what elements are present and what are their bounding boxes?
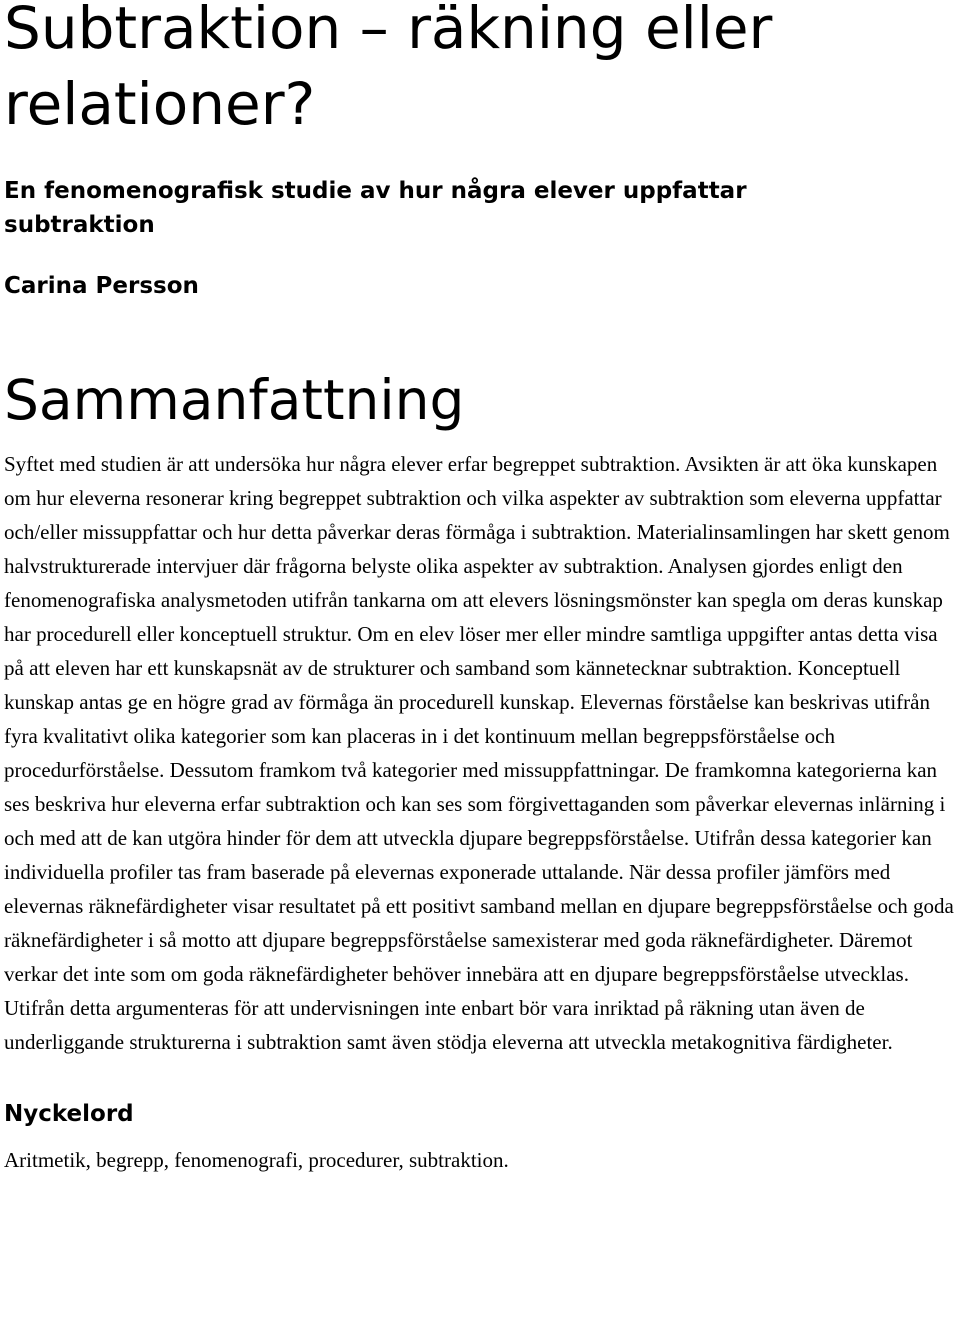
document-title: Subtraktion – räkning eller relationer? [4, 0, 773, 138]
keywords-heading: Nyckelord [4, 1101, 134, 1127]
abstract-heading: Sammanfattning [4, 368, 465, 432]
abstract-paragraph: Syftet med studien är att undersöka hur några elever erfar begreppet subtraktion. Avsikten är att öka kunskapen om hur eleverna resonerar kring begreppet subtraktion och vilka aspekter av subtraktion som eleverna uppfattar och/eller missuppfattar och hur detta påverkar deras förmåga i subtraktion. Materialinsamlingen har skett genom halvstrukturerade intervjuer där frågorna belyste olika aspekter av subtraktion. Analysen gjordes enligt den fenomenografiska analysmetoden utifrån tankarna om att elevers lösningsmönster kan spegla om deras kunskap har procedurell eller konceptuell struktur. Om en elev löser mer eller mindre samtliga uppgifter antas detta visa på att eleven har ett kunskapsnät av de strukturer och samband som kännetecknar subtraktion. Konceptuell kunskap antas ge en högre grad av förmåga än procedurell kunskap. Elevernas förståelse kan beskrivas utifrån fyra kvalitativt olika kategorier som kan placeras in i det kontinuum mellan begreppsförståelse och procedurförståelse. Dessutom framkom två kategorier med missuppfattningar. De framkomna kategorierna kan ses beskriva hur eleverna erfar subtraktion och kan ses som förgivettaganden som påverkar elevernas inlärning i och med att de kan utgöra hinder för dem att utveckla djupare begreppsförståelse. Utifrån dessa kategorier kan individuella profiler tas fram baserade på elevernas exponerade uttalande. När dessa profiler jämförs med elevernas räknefärdigheter visar resultatet på ett positivt samband mellan en djupare begreppsförståelse och goda räknefärdigheter i så motto att djupare begreppsförståelse samexisterar med goda räknefärdigheter. Däremot verkar det inte som om goda räknefärdigheter behöver innebära att en djupare begreppsförståelse utvecklas. Utifrån detta argumenteras för att undervisningen inte enbart bör vara inriktad på räkning utan även de underliggande strukturerna i subtraktion samt även stödja eleverna att utveckla metakognitiva färdigheter. [4, 452, 954, 1054]
author-name: Carina Persson [4, 273, 199, 299]
document-page [4, 0, 958, 1177]
keywords-list: Aritmetik, begrepp, fenomenografi, procedurer, subtraktion. [4, 1148, 509, 1172]
document-subtitle: En fenomenografisk studie av hur några elever uppfattar subtraktion [4, 178, 747, 238]
